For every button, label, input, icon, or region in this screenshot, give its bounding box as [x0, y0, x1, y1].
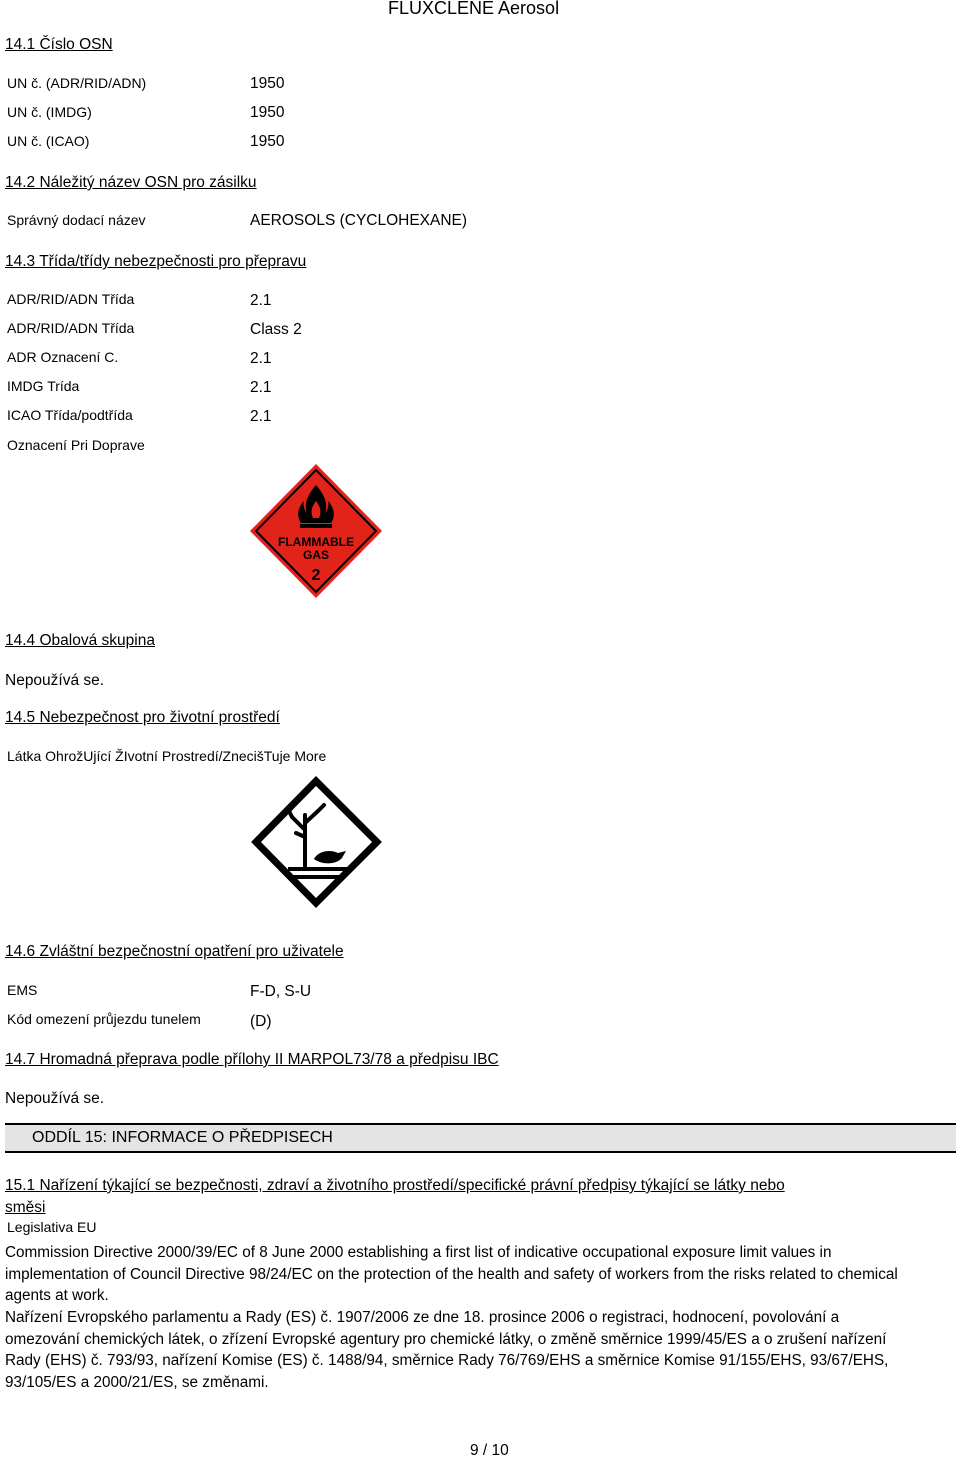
packing-group-text: Nepoužívá se.: [5, 672, 105, 689]
adr-class-value: 2.1: [250, 292, 272, 309]
section-14-5-title: 14.5 Nebezpečnost pro životní prostředí: [5, 709, 280, 726]
section-15-1-title-line2: směsi: [5, 1199, 46, 1216]
shipping-name-label: Správný dodací název: [7, 212, 146, 228]
legislation-paragraph-2: Nařízení Evropského parlamentu a Rady (ES) č. 1907/2006 ze dne 18. prosince 2006 o registraci, hodnocení, povolování a omezování chemických látek, o zřízení Evropské agentury pro chemické látky, o změně směrnice 1999/45/ES a o zrušení nařízení Rady (EHS) č. 793/93, nařízení Komise (ES) č. 1488/94, směrnice Rady 76/769/EHS a směrnice Komise 91/155/EHS, 93/67/EHS, 93/105/ES a 2000/21/ES, se změnami.: [5, 1309, 889, 1391]
legislation-paragraph-1: Commission Directive 2000/39/EC of 8 June 2000 establishing a first list of indicative occupational exposure limit values in implementation of Council Directive 98/24/EC on the protection of the health and safety of workers from the risks related to chemical agents at work.: [5, 1244, 898, 1305]
un-adr-label: UN č. (ADR/RID/ADN): [7, 75, 147, 91]
ems-value: F-D, S-U: [250, 983, 312, 1000]
un-imdg-value: 1950: [250, 104, 285, 121]
transport-label-label: Oznacení Pri Doprave: [7, 437, 145, 453]
adr-class-value-2: Class 2: [250, 321, 302, 338]
pictogram-line2: GAS: [302, 548, 330, 562]
adr-label-code-label: ADR Oznacení C.: [7, 349, 119, 365]
un-icao-label: UN č. (ICAO): [7, 133, 90, 149]
product-name: FLUXCLENE Aerosol: [388, 0, 560, 18]
adr-label-code-value: 2.1: [250, 350, 272, 367]
section-14-2-title: 14.2 Náležitý název OSN pro zásilku: [5, 174, 257, 191]
section-14-1-title: 14.1 Číslo OSN: [5, 36, 113, 53]
page-number: 9 / 10: [470, 1442, 509, 1459]
icao-class-value: 2.1: [250, 408, 272, 425]
adr-class-label-2: ADR/RID/ADN Třída: [7, 320, 135, 336]
section-14-6-title: 14.6 Zvláštní bezpečnostní opatření pro uživatele: [5, 943, 344, 960]
pictogram-class-number: 2: [311, 567, 321, 584]
environmental-hazard-diamond-icon: [250, 775, 383, 909]
env-hazard-label: Látka OhrožUjící ŽIvotní Prostredí/ZnecišTuje More: [7, 748, 327, 764]
section-15-heading-bar: [5, 1123, 956, 1153]
un-imdg-label: UN č. (IMDG): [7, 104, 92, 120]
eu-legislation-label: Legislativa EU: [7, 1219, 97, 1235]
bulk-transport-text: Nepoužívá se.: [5, 1090, 105, 1107]
icao-class-label: ICAO Třída/podtřída: [7, 407, 133, 423]
section-14-3-title: 14.3 Třída/třídy nebezpečnosti pro přepravu: [5, 253, 307, 270]
tunnel-code-value: (D): [250, 1013, 272, 1030]
un-adr-value: 1950: [250, 75, 285, 92]
tunnel-code-label: Kód omezení průjezdu tunelem: [7, 1011, 201, 1027]
section-15-heading: ODDÍL 15: INFORMACE O PŘEDPISECH: [32, 1129, 333, 1146]
shipping-name-value: AEROSOLS (CYCLOHEXANE): [250, 212, 468, 229]
imdg-class-label: IMDG Trída: [7, 378, 80, 394]
imdg-class-value: 2.1: [250, 379, 272, 396]
ems-label: EMS: [7, 982, 38, 998]
section-14-4-title: 14.4 Obalová skupina: [5, 632, 155, 649]
flammable-gas-diamond-icon: [249, 463, 383, 599]
section-14-7-title: 14.7 Hromadná přeprava podle přílohy II MARPOL73/78 a předpisu IBC: [5, 1051, 499, 1068]
pictogram-line1: FLAMMABLE: [278, 535, 354, 549]
un-icao-value: 1950: [250, 133, 285, 150]
section-15-1-title-line1: 15.1 Nařízení týkající se bezpečnosti, zdraví a životního prostředí/specifické právní předpisy týkající se látky nebo: [5, 1177, 785, 1194]
adr-class-label: ADR/RID/ADN Třída: [7, 291, 135, 307]
